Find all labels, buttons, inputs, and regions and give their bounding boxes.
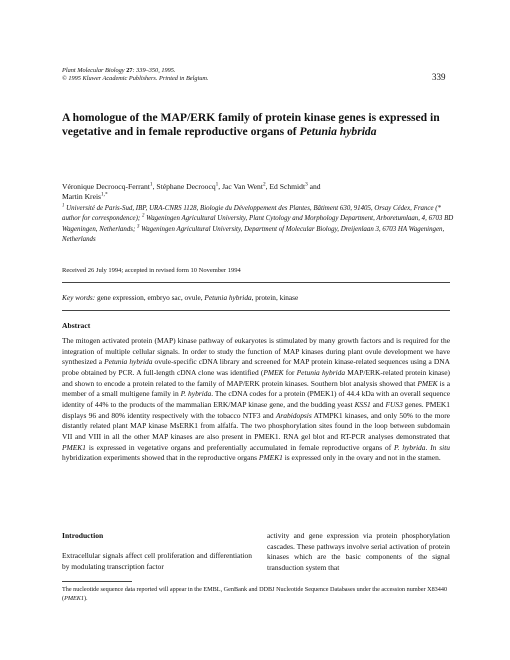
divider-top: [62, 282, 450, 283]
footnote: The nucleotide sequence data reported will appear in the EMBL, GenBank and DDBJ Nucleotide Sequence Databases under the accession number X83440 (PMEK1).: [62, 586, 448, 602]
author-list: Véronique Decroocq-Ferrant$^1$, Stéphane Decroocq$^1$, Jac Van Went$^2$, Ed Schmidt$^3$ and Martin Kreis$^{1,*}$: [62, 181, 321, 201]
journal-citation: [62, 67, 209, 83]
introduction-heading: Introduction: [62, 531, 104, 540]
received-dates: Received 26 July 1994; accepted in revised form 10 November 1994: [62, 267, 241, 274]
keywords: Key words: gene expression, embryo sac, ovule, Petunia hybrida, protein, kinase: [62, 293, 299, 302]
footnote-rule: [62, 581, 132, 582]
affiliations: $^1$ Université de Paris-Sud, IBP, URA-CNRS 1128, Biologie du Développement des Plantes, Bâtiment 630, 91405, Orsay Cédex, France (* author for correspondence); $^2$ Wageningen Agricultural University, Plant Cytology and Morphology Department, Arboretumlaan, 4, 6703 BD Wageningen, Netherlands; $^3$ Wageningen Agricultural University, Department of Molecular Biology, Dreijenlaan 3, 6703 HA Wageningen, Netherlands: [62, 203, 454, 243]
title-species: Petunia hybrida: [299, 124, 377, 138]
journal-line-1: Plant Molecular Biology 27: 339–350, 1995.: [62, 67, 176, 74]
abstract-heading: Abstract: [62, 321, 91, 330]
abstract-body: The mitogen activated protein (MAP) kinase pathway of eukaryotes is stimulated by many growth factors and is required for the integration of multiple cellular signals. In order to study the function of MAP kinases during plant ovule development we have synthesized a Petunia hybrida ovule-specific cDNA library and screened for MAP protein kinase-related sequences using a DNA probe obtained by PCR. A full-length cDNA clone was identified (PMEK for Petunia hybrida MAP/ERK-related protein kinase) and shown to encode a protein related to the family of MAP/ERK protein kinases. Southern blot analysis showed that PMEK is a member of a small multigene family in P. hybrida. The cDNA codes for a protein (PMEK1) of 44.4 kDa with an overall sequence identity of 44% to the products of the mammalian ERK/MAP kinase gene, and the budding yeast KSS1 and FUS3 genes. PMEK1 displays 96 and 80% identity respectively with the tobacco NTF3 and Arabidopsis ATMPK1 kinases, and only 50% to the more distantly related plant MAP kinase MsERK1 from alfalfa. The two phosphorylation sites found in the loop between subdomain VII and VIII in all the other MAP kinases are also present in PMEK1. RNA gel blot and RT-PCR analyses demonstrated that PMEK1 is expressed in vegetative organs and preferentially accumulated in female reproductive organs of P. hybrida. In situ hybridization experiments showed that in the reproductive organs PMEK1 is expressed only in the ovary and not in the stamen.: [62, 336, 451, 463]
introduction-right-column: activity and gene expression via protein phosphorylation cascades. These pathways involve serial activation of protein kinases which are the basic components of the signal transduction system that: [267, 531, 450, 572]
journal-line-2: © 1995 Kluwer Academic Publishers. Printed in Belgium.: [62, 75, 209, 82]
divider-bottom: [62, 310, 450, 311]
introduction-left-column: Extracellular signals affect cell proliferation and differentiation by modulating transcription factor: [62, 551, 252, 571]
article-title: A homologue of the MAP/ERK family of protein kinase genes is expressed in vegetative and in female reproductive organs of Petunia hybrida: [62, 111, 440, 138]
page-number: 339: [432, 72, 446, 82]
